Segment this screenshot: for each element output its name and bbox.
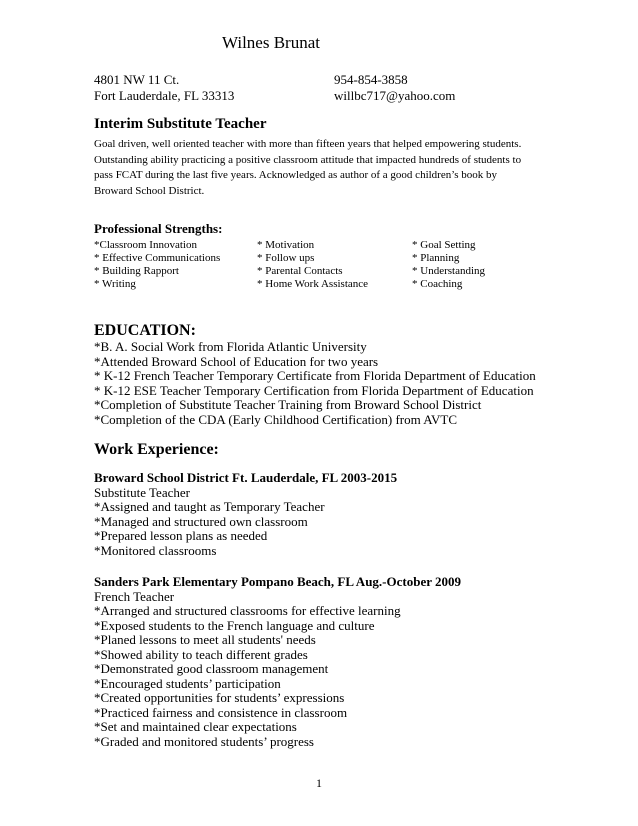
strength-item: * Parental Contacts xyxy=(257,265,343,277)
job-line: *Showed ability to teach different grades xyxy=(94,646,308,662)
job-line: *Graded and monitored students’ progress xyxy=(94,733,314,749)
job-heading: Broward School District Ft. Lauderdale, FL 2003-2015 xyxy=(94,470,398,485)
job-line: *Planed lessons to meet all students' needs xyxy=(94,632,316,647)
contact-block xyxy=(334,72,455,104)
education-title: EDUCATION: xyxy=(94,322,196,339)
job-line: *Exposed students to the French language and culture xyxy=(94,617,375,633)
summary-line: pass FCAT during the last five years. Acknowledged as author of a good children’s book by xyxy=(94,169,498,181)
job-line: *Encouraged students’ participation xyxy=(94,675,281,691)
address-line-1: 4801 NW 11 Ct. xyxy=(94,72,180,87)
job-entry xyxy=(94,575,461,749)
job-line: *Practiced fairness and consistence in classroom xyxy=(94,704,348,720)
address-block xyxy=(94,72,234,104)
work-experience-title: Work Experience: xyxy=(94,441,219,458)
objective-title: Interim Substitute Teacher xyxy=(94,116,267,132)
summary-line: Outstanding ability practicing a positive classroom attitude that impacted hundreds of students to xyxy=(94,153,522,166)
education-item: *Attended Broward School of Education for two years xyxy=(94,353,379,369)
phone-number: 954-854-3858 xyxy=(334,72,408,87)
page-number: 1 xyxy=(316,776,322,790)
strengths-column-3 xyxy=(412,239,485,291)
candidate-name: Wilnes Brunat xyxy=(222,33,320,52)
strengths-column-2 xyxy=(257,239,368,291)
summary-line: Goal driven, well oriented teacher with more than fifteen years that helped empowering students. xyxy=(94,138,522,150)
job-line: *Managed and structured own classroom xyxy=(94,513,308,529)
objective-summary xyxy=(94,137,554,199)
strength-item: * Building Rapport xyxy=(94,265,179,277)
strength-item: * Goal Setting xyxy=(412,239,476,251)
job-heading: Sanders Park Elementary Pompano Beach, FL Aug.-October 2009 xyxy=(94,574,462,589)
education-item: * K-12 ESE Teacher Temporary Certification from Florida Department of Education xyxy=(94,382,534,398)
strength-item: * Home Work Assistance xyxy=(257,278,369,290)
job-line: Substitute Teacher xyxy=(94,484,190,500)
job-entry xyxy=(94,471,397,558)
job-line: *Demonstrated good classroom management xyxy=(94,661,329,676)
summary-line: Broward School District. xyxy=(94,184,205,197)
strength-item: * Writing xyxy=(94,278,136,290)
education-item: *B. A. Social Work from Florida Atlantic University xyxy=(94,339,367,354)
strength-item: * Effective Communications xyxy=(94,252,221,264)
address-line-2: Fort Lauderdale, FL 33313 xyxy=(94,88,235,103)
job-line: *Assigned and taught as Temporary Teacher xyxy=(94,499,325,514)
strength-item: * Motivation xyxy=(257,239,315,251)
email-address: willbc717@yahoo.com xyxy=(334,88,456,103)
job-line: *Prepared lesson plans as needed xyxy=(94,528,268,543)
strength-item: * Coaching xyxy=(412,278,463,290)
education-list xyxy=(94,340,536,427)
strengths-title: Professional Strengths: xyxy=(94,221,223,236)
job-line: French Teacher xyxy=(94,588,175,604)
education-item: * K-12 French Teacher Temporary Certificate from Florida Department of Education xyxy=(94,368,536,383)
strength-item: * Planning xyxy=(412,252,460,264)
strength-item: * Follow ups xyxy=(257,252,315,264)
education-item: *Completion of Substitute Teacher Training from Broward School District xyxy=(94,397,482,412)
education-item: *Completion of the CDA (Early Childhood Certification) from AVTC xyxy=(94,411,457,427)
job-line: *Created opportunities for students’ expressions xyxy=(94,690,345,705)
job-line: *Arranged and structured classrooms for effective learning xyxy=(94,603,401,618)
strengths-column-1 xyxy=(94,239,220,291)
strength-item: *Classroom Innovation xyxy=(94,239,197,251)
job-line: *Monitored classrooms xyxy=(94,542,217,558)
strength-item: * Understanding xyxy=(412,265,486,277)
job-line: *Set and maintained clear expectations xyxy=(94,719,297,734)
